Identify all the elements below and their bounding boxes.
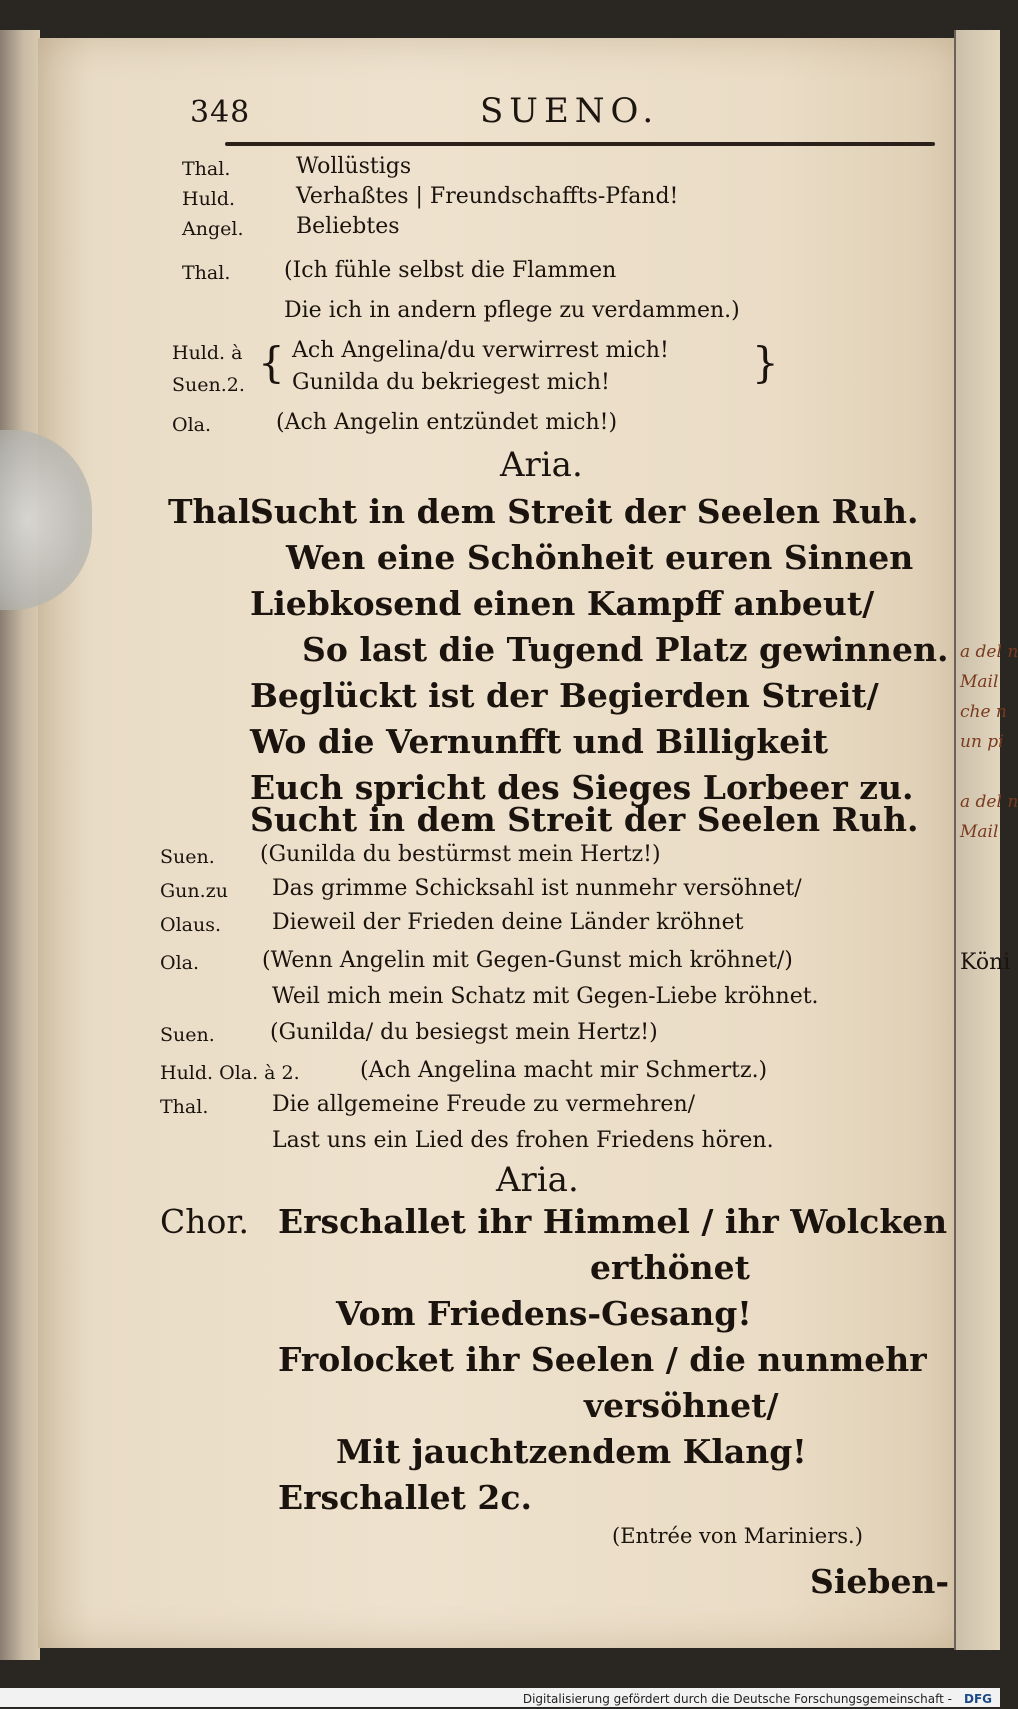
speaker: Angel.	[182, 218, 244, 240]
aria-verse: Liebkosend einen Kampff anbeut/	[250, 584, 875, 623]
aria-verse: Euch spricht des Sieges Lorbeer zu.	[250, 768, 914, 807]
dialogue-line: (Ach Angelina macht mir Schmertz.)	[360, 1058, 768, 1083]
brace-left: {	[258, 338, 285, 387]
speaker: Huld. à	[172, 342, 243, 364]
next-page-fragment: un pi	[960, 732, 1004, 752]
footer-bar	[0, 1688, 1000, 1707]
dialogue-line: Wollüstigs	[296, 154, 412, 179]
dfg-logo: DFG	[963, 1692, 992, 1706]
aria-verse: Wo die Vernunfft und Billigkeit	[250, 722, 829, 761]
dialogue-line: Das grimme Schicksahl ist nunmehr versöhnet/	[272, 876, 802, 901]
speaker: Ola.	[172, 414, 212, 436]
page-header	[190, 91, 930, 145]
next-page-fragment: a del n	[960, 792, 1018, 812]
header-rule	[225, 142, 935, 146]
next-page-fragment: Mail	[960, 822, 999, 842]
aria-verse: erthönet	[590, 1248, 750, 1287]
aria-heading: Aria.	[500, 445, 583, 485]
book-gutter	[0, 30, 40, 1660]
dialogue-line: (Gunilda du bestürmst mein Hertz!)	[260, 842, 661, 867]
dialogue-line: Die ich in andern pflege zu verdammen.)	[284, 298, 740, 323]
dialogue-line: (Ach Angelin entzündet mich!)	[276, 410, 618, 435]
aria-verse: Wen eine Schönheit euren Sinnen	[286, 538, 914, 577]
dialogue-line: Beliebtes	[296, 214, 400, 239]
aria-verse: Vom Friedens-Gesang!	[336, 1294, 752, 1333]
next-page-fragment: che n	[960, 702, 1007, 722]
next-page-fragment: a del n	[960, 642, 1018, 662]
dialogue-line: Ach Angelina/du verwirrest mich!	[292, 338, 669, 363]
next-page-fragment: Mail	[960, 672, 999, 692]
aria-verse: Beglückt ist der Begierden Streit/	[250, 676, 879, 715]
dialogue-line: Dieweil der Frieden deine Länder kröhnet	[272, 910, 744, 935]
aria-speaker: Thal.	[168, 492, 262, 531]
aria-verse: Mit jauchtzendem Klang!	[336, 1432, 807, 1471]
dialogue-line: (Ich fühle selbst die Flammen	[284, 258, 617, 283]
stage-direction: (Entrée von Mariniers.)	[612, 1524, 863, 1548]
aria-verse: So last die Tugend Platz gewinnen.	[302, 630, 949, 669]
speaker: Olaus.	[160, 914, 222, 936]
speaker: Thal.	[182, 262, 231, 284]
dialogue-line: Last uns ein Lied des frohen Friedens hören.	[272, 1128, 774, 1153]
speaker: Thal.	[182, 158, 231, 180]
dialogue-line: Gunilda du bekriegest mich!	[292, 370, 610, 395]
aria-verse: Erschallet 2c.	[278, 1478, 532, 1517]
aria-verse: versöhnet/	[584, 1386, 779, 1425]
aria-verse: Sucht in dem Streit der Seelen Ruh.	[250, 800, 919, 839]
aria-speaker: Chor.	[160, 1202, 250, 1241]
next-page-edge	[954, 30, 1018, 1650]
dialogue-line: (Gunilda/ du besiegst mein Hertz!)	[270, 1020, 658, 1045]
catchword: Sieben-	[810, 1562, 950, 1601]
speaker: Suen.	[160, 846, 215, 868]
dialogue-line: (Wenn Angelin mit Gegen-Gunst mich kröhnet/)	[262, 948, 793, 973]
aria-verse: Frolocket ihr Seelen / die nunmehr	[278, 1340, 927, 1379]
speaker: Suen.	[160, 1024, 215, 1046]
footer-credit: Digitalisierung gefördert durch die Deutsche Forschungsgemeinschaft -	[522, 1692, 952, 1706]
speaker: Suen.2.	[172, 374, 245, 396]
speaker: Thal.	[160, 1096, 209, 1118]
next-page-fragment: Köni	[960, 950, 1011, 975]
running-title: SUENO.	[480, 91, 660, 131]
speaker: Gun.zu	[160, 880, 228, 902]
aria-heading: Aria.	[496, 1160, 579, 1200]
dialogue-line: Die allgemeine Freude zu vermehren/	[272, 1092, 696, 1117]
dialogue-line: Verhaßtes | Freundschaffts-Pfand!	[296, 184, 679, 209]
brace-right: }	[752, 338, 779, 387]
speaker: Huld.	[182, 188, 236, 210]
page-number: 348	[190, 95, 251, 130]
speaker: Huld. Ola. à 2.	[160, 1062, 300, 1084]
speaker: Ola.	[160, 952, 200, 974]
dialogue-line: Weil mich mein Schatz mit Gegen-Liebe kröhnet.	[272, 984, 819, 1009]
aria-verse: Sucht in dem Streit der Seelen Ruh.	[250, 492, 919, 531]
aria-verse: Erschallet ihr Himmel / ihr Wolcken	[278, 1202, 948, 1241]
